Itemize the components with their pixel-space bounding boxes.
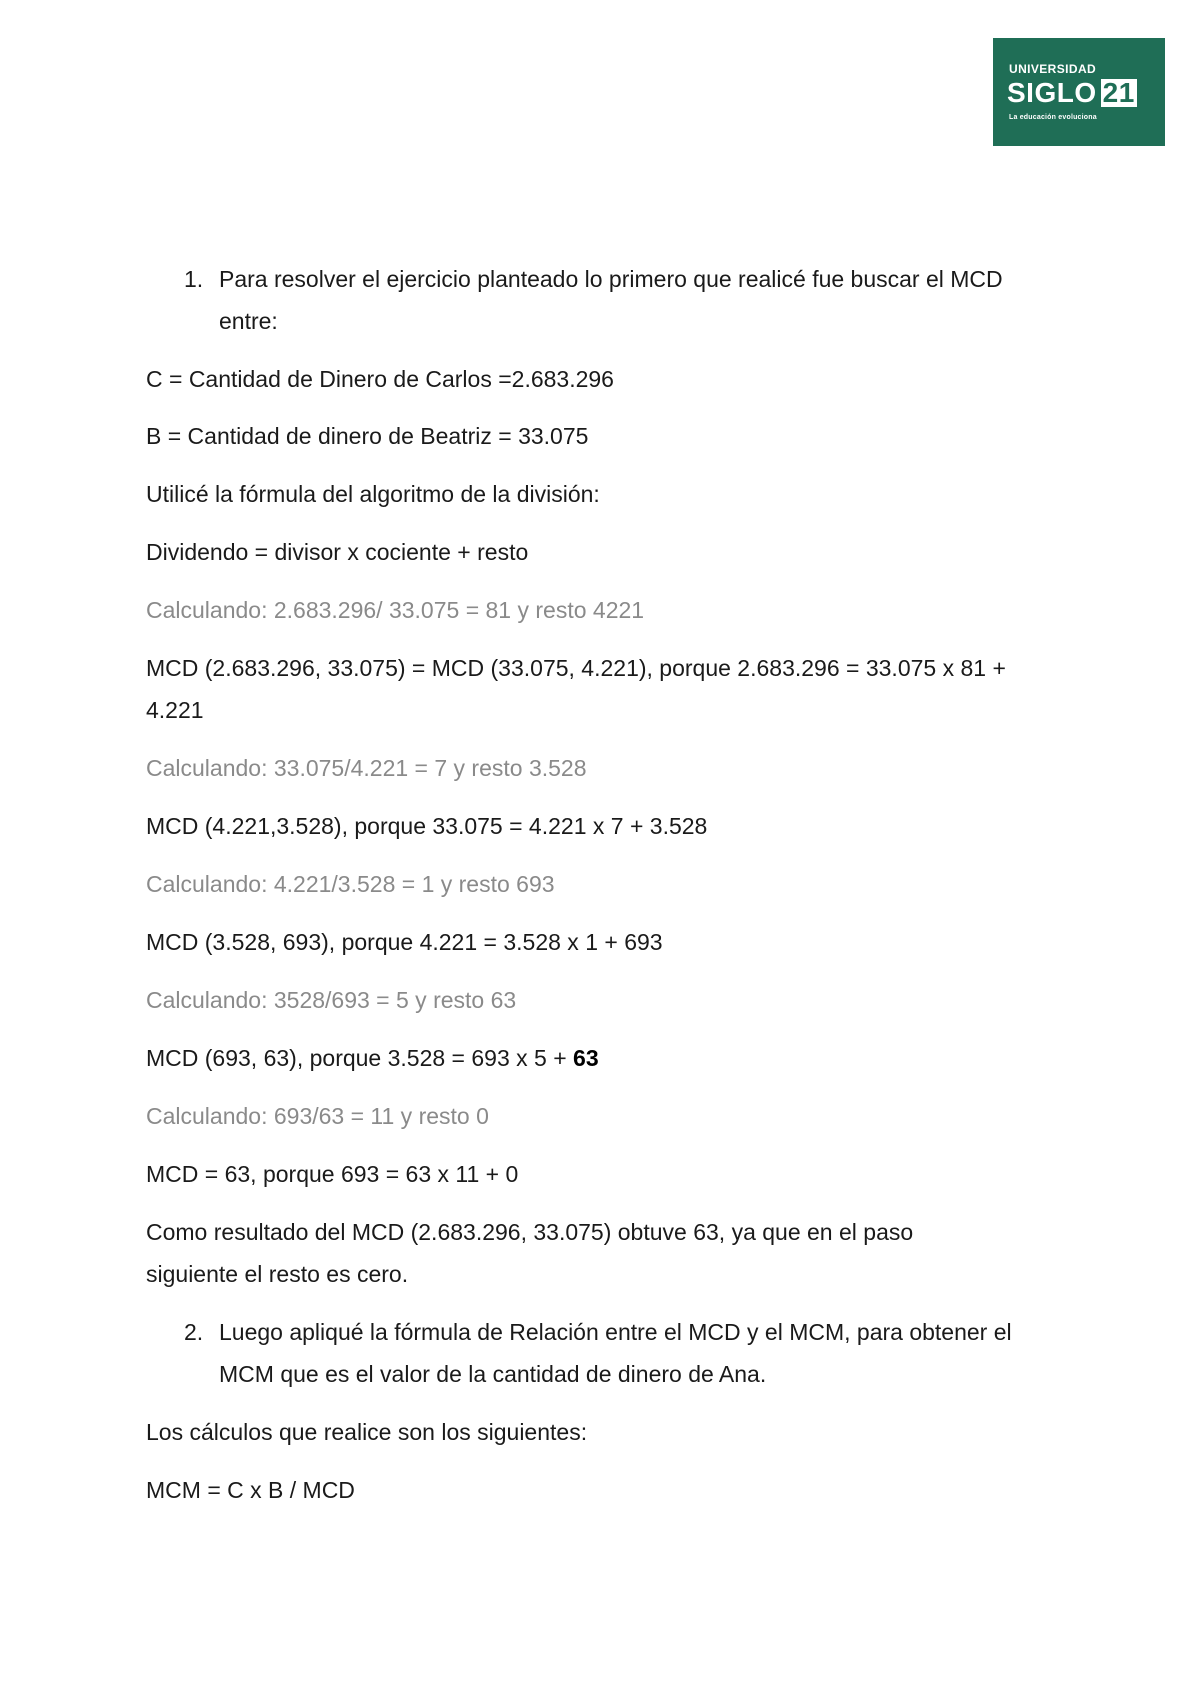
calc-step-4: Calculando: 3528/693 = 5 y resto 63 [146, 987, 517, 1013]
mcd-step-1-line-2: 4.221 [146, 697, 204, 723]
item-2-line-1: Luego apliqué la fórmula de Relación entre el MCD y el MCM, para obtener el [219, 1319, 1012, 1345]
item-2-line-2: MCM que es el valor de la cantidad de dinero de Ana. [219, 1361, 767, 1387]
division-formula: Dividendo = divisor x cociente + resto [146, 539, 529, 565]
logo-number: 21 [1102, 77, 1135, 108]
list-number-1: 1. [184, 266, 204, 292]
formula-intro: Utilicé la fórmula del algoritmo de la división: [146, 481, 600, 507]
logo-top-text: UNIVERSIDAD [1009, 62, 1097, 76]
mcd-step-3: MCD (3.528, 693), porque 4.221 = 3.528 x 1 + 693 [146, 929, 663, 955]
mcd-step-4-text: MCD (693, 63), porque 3.528 = 693 x 5 + [146, 1045, 574, 1071]
result-line-1: Como resultado del MCD (2.683.296, 33.075) obtuve 63, ya que en el paso [146, 1219, 914, 1245]
calc-step-1: Calculando: 2.683.296/ 33.075 = 81 y resto 4221 [146, 597, 645, 623]
mcd-step-4-bold-result: 63 [573, 1045, 599, 1071]
item-1-line-2: entre: [219, 308, 278, 334]
calc-step-3: Calculando: 4.221/3.528 = 1 y resto 693 [146, 871, 555, 897]
calc-step-5: Calculando: 693/63 = 11 y resto 0 [146, 1103, 489, 1129]
mcd-step-1-line-1: MCD (2.683.296, 33.075) = MCD (33.075, 4.221), porque 2.683.296 = 33.075 x 81 + [146, 655, 1006, 681]
logo-main-text [1007, 78, 1137, 108]
mcd-step-2: MCD (4.221,3.528), porque 33.075 = 4.221 x 7 + 3.528 [146, 813, 708, 839]
mcd-final: MCD = 63, porque 693 = 63 x 11 + 0 [146, 1161, 519, 1187]
mcd-step-4 [146, 1037, 599, 1079]
list-number-2: 2. [184, 1319, 204, 1345]
carlos-money: C = Cantidad de Dinero de Carlos =2.683.296 [146, 366, 614, 392]
calcs-intro: Los cálculos que realice son los siguientes: [146, 1419, 588, 1445]
beatriz-money: B = Cantidad de dinero de Beatriz = 33.075 [146, 423, 589, 449]
result-line-2: siguiente el resto es cero. [146, 1261, 409, 1287]
logo-tagline: La educación evoluciona [1009, 114, 1097, 121]
item-1-line-1: Para resolver el ejercicio planteado lo primero que realicé fue buscar el MCD [219, 266, 1003, 292]
logo-name: SIGLO [1007, 77, 1097, 108]
university-logo [993, 38, 1165, 146]
mcm-formula: MCM = C x B / MCD [146, 1477, 355, 1503]
calc-step-2: Calculando: 33.075/4.221 = 7 y resto 3.528 [146, 755, 587, 781]
